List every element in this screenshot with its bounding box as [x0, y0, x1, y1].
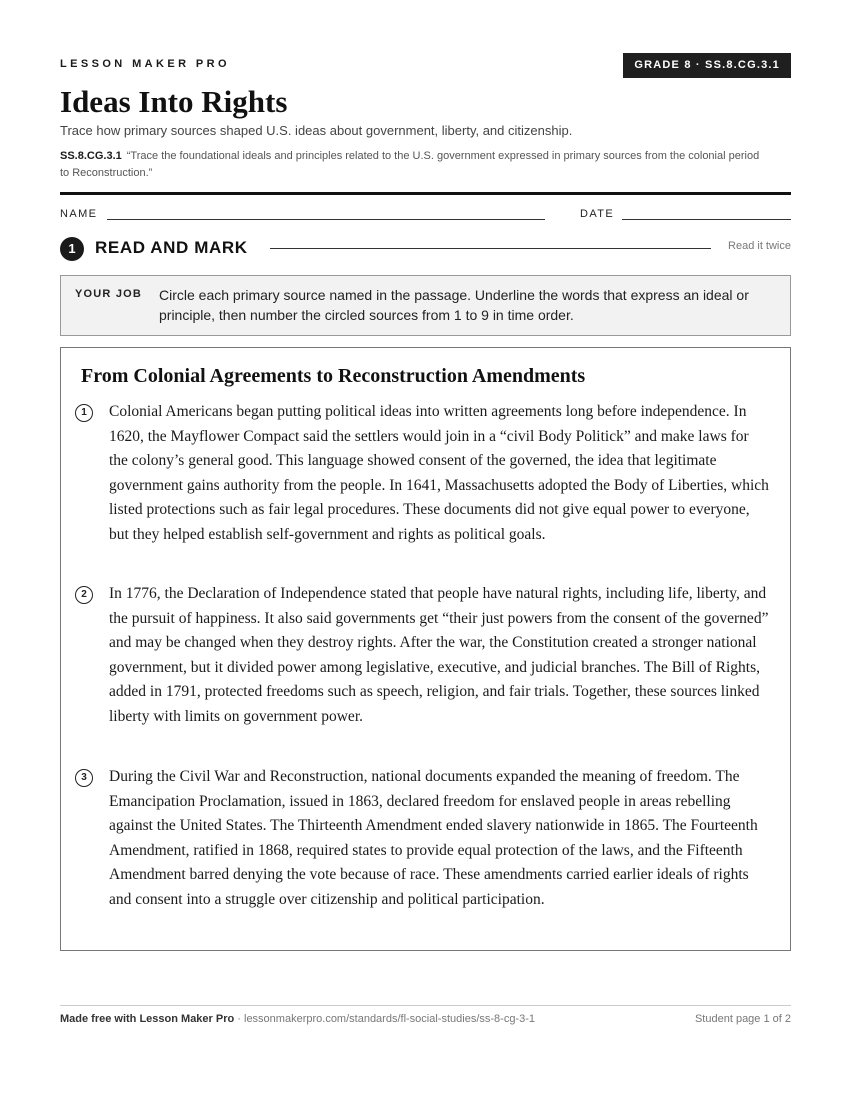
- standard-description: [60, 148, 760, 182]
- section-divider: [270, 248, 711, 249]
- worksheet-page: [60, 0, 791, 1100]
- footer-made-with: Made free with Lesson Maker Pro: [60, 1013, 235, 1025]
- name-line[interactable]: [107, 219, 545, 220]
- paragraph-number: 1: [75, 404, 93, 422]
- paragraph-number: 2: [75, 586, 93, 604]
- standard-code: SS.8.CG.3.1: [60, 150, 122, 162]
- section-number-badge: 1: [60, 237, 84, 261]
- instructions-text: Circle each primary source named in the passage. Underline the words that express an ideal or principle, then number the circled sources from 1 to 9 in time order.: [159, 287, 749, 323]
- paragraph-number: 3: [75, 769, 93, 787]
- date-line[interactable]: [622, 219, 791, 220]
- paragraph-text: In 1776, the Declaration of Independence stated that people have natural rights, including life, liberty, and the pursuit of happiness. It also said governments get “their just powers from the consent of the governed” and may be changed when they destroy rights. After the war, the Constitution created a stronger national government, but it divided power among legislative, executive, and judicial branches. The Bill of Rights, added in 1791, protected freedoms such as speech, religion, and fair trials. Together, these sources linked liberty with limits on government power.: [109, 585, 769, 725]
- standard-text: “Trace the foundational ideals and principles related to the U.S. government expressed in primary sources from the colonial period to Reconstruction.”: [60, 150, 760, 179]
- worksheet-subtitle: Trace how primary sources shaped U.S. ideas about government, liberty, and citizenship.: [60, 123, 573, 138]
- section-title: READ AND MARK: [95, 238, 248, 257]
- paragraph-text: Colonial Americans began putting political ideas into written agreements long before independence. In 1620, the Mayflower Compact said the settlers would join in a “civil Body Politick” and make laws for the colony’s general good. This language showed consent of the governed, the idea that legitimate government gains authority from the people. In 1641, Massachusetts adopted the Body of Liberties, which listed protections such as fair legal procedures. These documents did not give equal power to everyone, but they helped establish self-government and rights as political goals.: [109, 403, 769, 543]
- grade-standard-badge: GRADE 8 · SS.8.CG.3.1: [623, 53, 791, 78]
- header-divider: [60, 192, 791, 195]
- instructions-label: YOUR JOB: [75, 288, 143, 300]
- footer-page-label: Student page 1 of 2: [694, 1013, 791, 1025]
- instructions-box: [60, 275, 791, 336]
- footer-url-link[interactable]: lessonmakerpro.com/standards/fl-social-studies/ss-8-cg-3-1: [244, 1013, 535, 1025]
- paragraph-text: During the Civil War and Reconstruction, national documents expanded the meaning of freedom. The Emancipation Proclamation, issued in 1863, declared freedom for enslaved people in areas rebelling against the United States. The Thirteenth Amendment ended slavery nationwide in 1865. The Fourteenth Amendment, ratified in 1868, required states to provide equal protection of the laws, and the Fifteenth Amendment barred denying the vote because of race. These amendments carried earlier ideals of rights and consent into a struggle over citizenship and political participation.: [109, 768, 758, 908]
- footer-separator: ·: [234, 1013, 244, 1025]
- footer-credit: [60, 1013, 535, 1025]
- date-label: DATE: [580, 208, 615, 220]
- reading-title: From Colonial Agreements to Reconstruction Amendments: [81, 365, 586, 387]
- brand-name: LESSON MAKER PRO: [60, 58, 230, 70]
- section-note: Read it twice: [728, 240, 791, 252]
- reading-passage-box: [60, 347, 791, 951]
- worksheet-title: Ideas Into Rights: [60, 84, 288, 119]
- name-label: NAME: [60, 208, 98, 220]
- footer-divider: [60, 1005, 791, 1006]
